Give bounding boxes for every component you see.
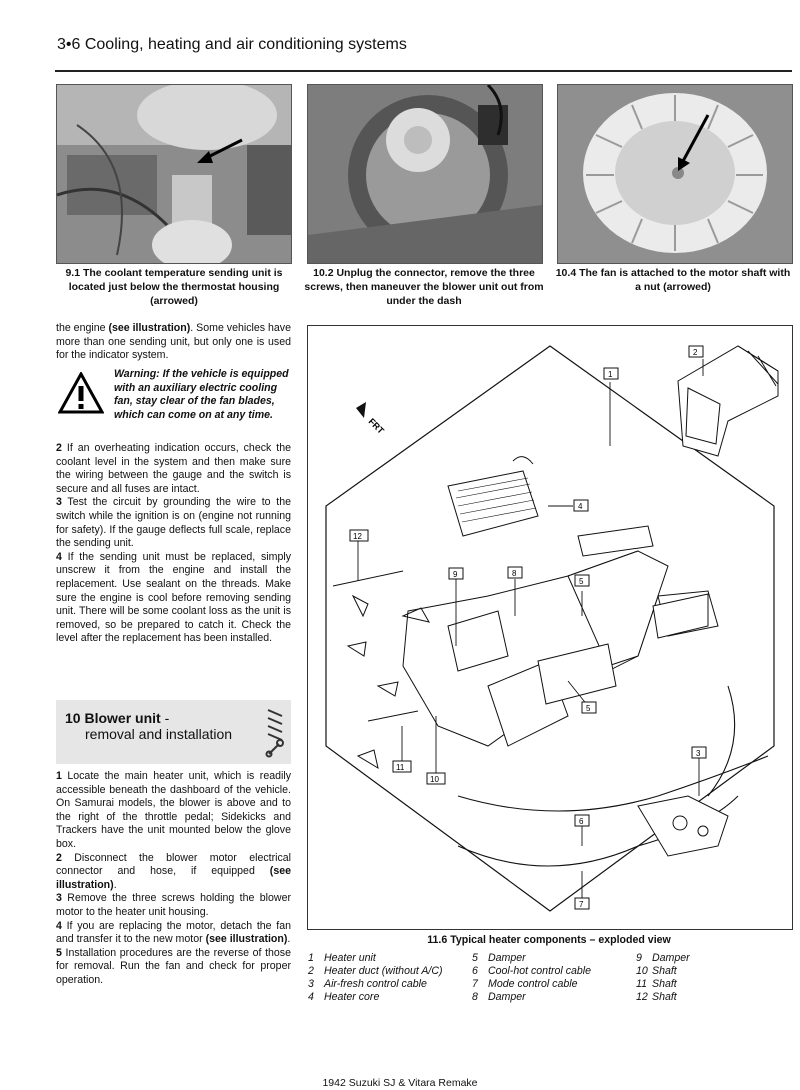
section-10-heading: 10 Blower unit - removal and installation bbox=[56, 700, 291, 764]
heater-exploded-diagram bbox=[307, 325, 793, 930]
callout-1 bbox=[604, 368, 618, 379]
svg-text:12: 12 bbox=[353, 532, 362, 541]
frt-label: FRT bbox=[366, 416, 387, 436]
fan-photo-image bbox=[558, 85, 792, 263]
photo-caption-10-4: 10.4 The fan is attached to the motor shaft with a nut (arrowed) bbox=[555, 267, 791, 293]
svg-text:6: 6 bbox=[579, 817, 584, 826]
svg-text:2: 2 bbox=[693, 348, 698, 357]
legend-item-2: 2 Heater duct (without A/C) bbox=[308, 965, 443, 977]
step-9-2: 2 If an overheating indication occurs, check the coolant level in the system and then make sure the wiring between the gauge and the switch is secure and all fuses are intact. bbox=[56, 442, 291, 495]
warning-text: Warning: If the vehicle is equipped with an auxiliary electric cooling fan, stay clear of the fan blades, which can come on at any time. bbox=[114, 368, 289, 421]
warning-block bbox=[56, 368, 291, 438]
section9-steps bbox=[56, 442, 291, 646]
step-10-1: 1 Locate the main heater unit, which is readily accessible beneath the dashboard of the vehicle. On Samurai models, the blower is above and to the right of the throttle pedal; Sidekicks and Trackers have the unit mounted below the glove box. bbox=[56, 770, 291, 850]
legend-item-12: 12 Shaft bbox=[636, 991, 677, 1003]
svg-text:5: 5 bbox=[586, 704, 591, 713]
photo-caption-9-1: 9.1 The coolant temperature sending unit is located just below the thermostat housing (arrowed) bbox=[65, 267, 283, 307]
intro-paragraph: the engine (see illustration). Some vehicles have more than one sending unit, but only one is used for the indicator system. bbox=[56, 322, 291, 362]
callout-10 bbox=[427, 773, 445, 784]
svg-text:7: 7 bbox=[579, 900, 584, 909]
callout-11 bbox=[393, 761, 411, 772]
svg-text:11: 11 bbox=[396, 763, 405, 772]
svg-text:3: 3 bbox=[696, 749, 701, 758]
engine-photo-image bbox=[57, 85, 291, 263]
section10-steps bbox=[56, 770, 291, 988]
legend-item-10: 10 Shaft bbox=[636, 965, 677, 977]
step-10-3: 3 Remove the three screws holding the blower motor to the heater unit housing. bbox=[56, 892, 291, 918]
svg-text:4: 4 bbox=[578, 502, 583, 511]
callout-5a bbox=[575, 575, 589, 586]
legend-item-8: 8 Damper bbox=[472, 991, 526, 1003]
callout-4 bbox=[574, 500, 588, 511]
legend-item-5: 5 Damper bbox=[472, 952, 526, 964]
svg-text:1: 1 bbox=[608, 370, 613, 379]
callout-7 bbox=[575, 898, 589, 909]
photo-fan bbox=[557, 84, 793, 264]
section-title: 10 Blower unit bbox=[65, 710, 161, 726]
diagram-caption: 11.6 Typical heater components – exploded view bbox=[427, 934, 671, 946]
section-subtitle: removal and installation bbox=[85, 726, 233, 742]
callout-6 bbox=[575, 815, 589, 826]
callout-2 bbox=[689, 346, 703, 357]
callout-9 bbox=[449, 568, 463, 579]
legend-item-1: 1 Heater unit bbox=[308, 952, 376, 964]
callout-3 bbox=[692, 747, 706, 758]
callout-12 bbox=[350, 530, 368, 541]
photo-blower-unit bbox=[307, 84, 543, 264]
warning-triangle-icon bbox=[58, 372, 104, 414]
header-rule bbox=[55, 70, 792, 72]
page-header: 3•6 Cooling, heating and air conditioning systems bbox=[57, 36, 407, 53]
legend-item-3: 3 Air-fresh control cable bbox=[308, 978, 427, 990]
exploded-view-drawing bbox=[308, 326, 792, 929]
step-10-4: 4 If you are replacing the motor, detach the fan and transfer it to the new motor (see illustration). bbox=[56, 919, 291, 946]
step-10-2: 2 Disconnect the blower motor electrical connector and hose, if equipped (see illustration). bbox=[56, 851, 291, 891]
svg-text:5: 5 bbox=[579, 577, 584, 586]
wrench-icon bbox=[265, 706, 285, 758]
callout-5b bbox=[582, 702, 596, 713]
svg-text:8: 8 bbox=[512, 569, 517, 578]
blower-photo-image bbox=[308, 85, 542, 263]
svg-text:10: 10 bbox=[430, 775, 439, 784]
page-footer: 1942 Suzuki SJ & Vitara Remake bbox=[322, 1077, 478, 1089]
legend-item-9: 9 Damper bbox=[636, 952, 690, 964]
legend-item-7: 7 Mode control cable bbox=[472, 978, 578, 990]
step-10-5: 5 Installation procedures are the reverse of those for removal. Run the fan and check for proper operation. bbox=[56, 946, 291, 986]
legend-item-4: 4 Heater core bbox=[308, 991, 380, 1003]
legend-item-6: 6 Cool-hot control cable bbox=[472, 965, 592, 977]
photo-caption-10-2: 10.2 Unplug the connector, remove the three screws, then maneuver the blower unit out from under the dash bbox=[304, 267, 544, 307]
photo-sending-unit bbox=[56, 84, 292, 264]
svg-text:9: 9 bbox=[453, 570, 458, 579]
callout-8 bbox=[508, 567, 522, 578]
step-9-4: 4 If the sending unit must be replaced, simply unscrew it from the engine and install the replacement. Use sealant on the threads. Make sure the engine is cool before removing sending unit. There will be some coolant loss as the unit is removed, so be prepared to catch it. Check the level after the replacement has been installed. bbox=[56, 550, 291, 645]
legend-item-11: 11 Shaft bbox=[636, 978, 677, 990]
step-9-3: 3 Test the circuit by grounding the wire to the switch while the ignition is on (engine not running for safety). If the gauge deflects full scale, replace the sending unit. bbox=[56, 496, 291, 550]
